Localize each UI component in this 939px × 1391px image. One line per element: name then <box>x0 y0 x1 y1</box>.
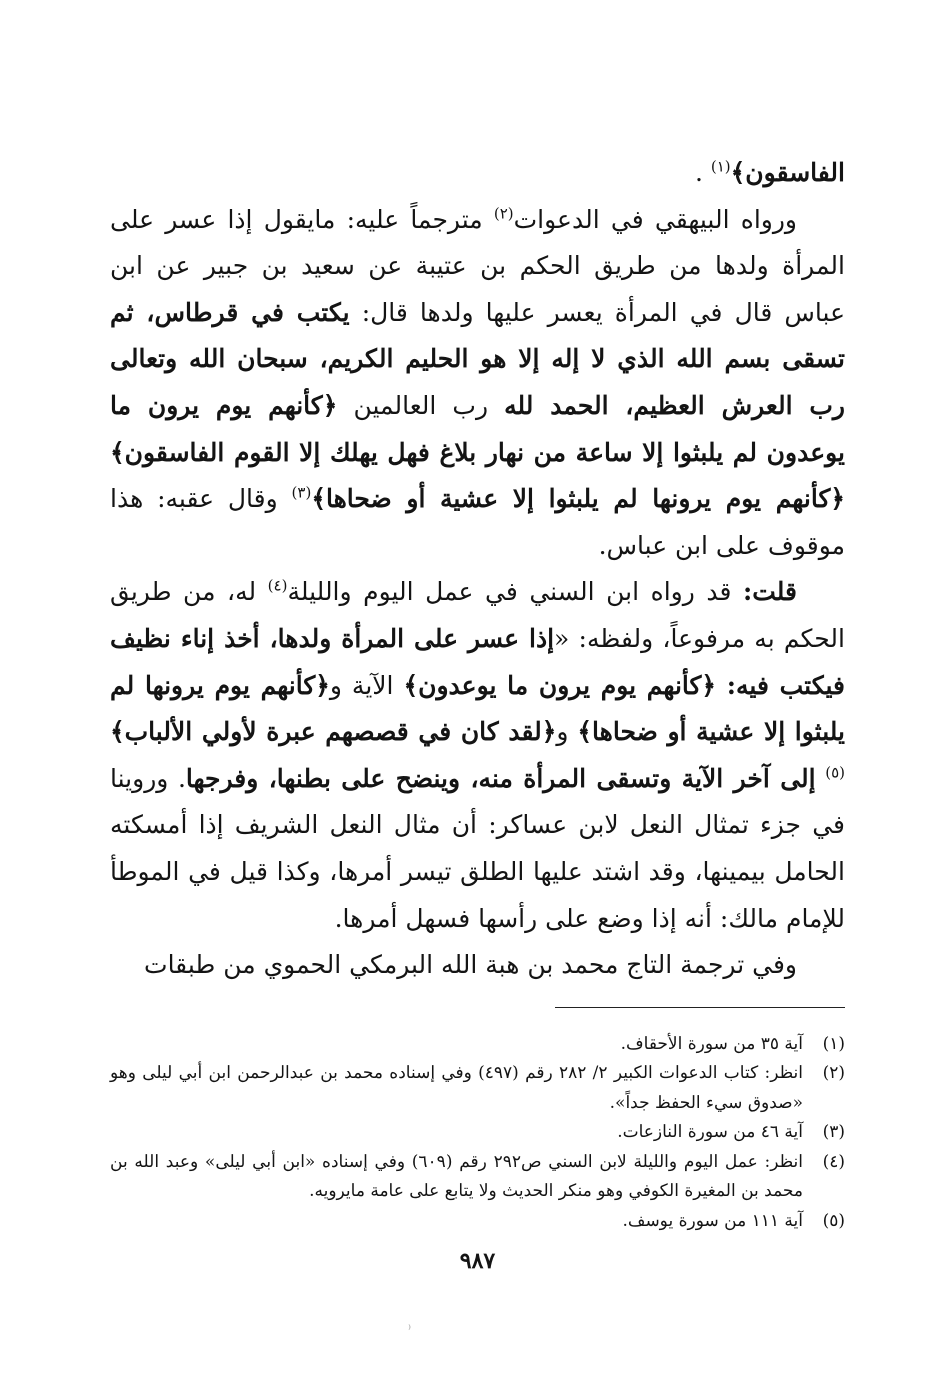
document-page <box>110 150 845 1274</box>
bold-text: قلت: <box>742 577 797 607</box>
text: وقال عقبه: هذا موقوف على ابن عباس. <box>110 484 845 560</box>
quran-verse-end: الفاسقون﴾ <box>730 158 845 187</box>
main-text <box>110 150 845 989</box>
text: . <box>694 158 711 187</box>
footnote-text: آية ١١١ من سورة يوسف. <box>622 1210 803 1231</box>
bold-text: إلى آخر الآية وتسقى المرأة منه، وينضح على بطنها، وفرجها <box>185 763 816 793</box>
footnotes <box>110 1030 845 1237</box>
footnote-text: آية ٤٦ من سورة النازعات. <box>617 1122 803 1143</box>
footnote-ref-3[interactable]: (٣) <box>291 483 312 502</box>
footnote-ref-5[interactable]: (٥) <box>825 763 845 782</box>
footnote-number: (٥) <box>822 1210 845 1231</box>
text: الآية و <box>329 670 404 700</box>
footnote-number: (٢) <box>822 1063 845 1084</box>
footnote-number: (١) <box>822 1033 845 1054</box>
footnote-number: (٣) <box>822 1122 845 1143</box>
text: رب العالمين <box>337 390 505 420</box>
footnote <box>110 1118 845 1148</box>
footnote <box>110 1059 845 1118</box>
bold-text: إذا عسر على المرأة ولدها، أخذ إناء نظيف فيكتب فيه: ﴿كأنهم يوم يرون ما يوعدون﴾ <box>110 623 845 700</box>
text: له، من طريق الحكم به مرفوعاً، ولفظه: « <box>110 577 845 653</box>
footnote-number: (٤) <box>822 1151 845 1172</box>
text: وفي ترجمة التاج محمد بن هبة الله البرمكي الحموي من طبقات <box>144 950 797 980</box>
bold-text: يكتب في قرطاس، ثم تسقى بسم الله الذي لا إله إلا هو الحليم الكريم، سبحان الله وتعالى رب العرش العظيم، الحمد لله <box>110 297 845 420</box>
text: مترجماً عليه: مايقول إذا عسر على المرأة ولدها من طريق الحكم بن عتيبة عن سعيد بن جبير عن ابن عباس قال في المرأة يعسر عليها ولدها قال: <box>110 204 845 327</box>
footnote-ref-4[interactable]: (٤) <box>267 577 288 596</box>
footnote-separator <box>555 1007 845 1008</box>
paragraph-3 <box>110 569 845 942</box>
footnote-ref-2[interactable]: (٢) <box>493 204 514 223</box>
footnote-text: انظر: عمل اليوم والليلة لابن السني ص٢٩٢ رقم (٦٠٩) وفي إسناده «ابن أبي ليلى» وعبد الله بن محمد بن المغيرة الكوفي وهو منكر الحديث ولا يتابع على عامة مايرويه. <box>110 1151 803 1202</box>
paragraph-1 <box>110 150 845 197</box>
footnote-text: آية ٣٥ من سورة الأحقاف. <box>620 1033 803 1054</box>
footnote <box>110 1207 845 1237</box>
quran-quote: ﴿لقد كان في قصصهم عبرة لأولي الألباب﴾ <box>110 717 557 747</box>
paragraph-2 <box>110 197 845 570</box>
text: ورواه البيهقي في الدعوات <box>513 204 797 234</box>
footnote-text: انظر: كتاب الدعوات الكبير ٢/ ٢٨٢ رقم (٤٩٧) وفي إسناده محمد بن عبدالرحمن ابن أبي ليلى وهو «صدوق سيء الحفظ جداً». <box>110 1063 803 1113</box>
text: قد رواه ابن السني في عمل اليوم والليلة <box>287 577 743 607</box>
page-number: ٩٨٧ <box>459 1248 496 1275</box>
footnote <box>110 1148 845 1207</box>
text: . وروينا في جزء تمثال النعل لابن عساكر: أن مثال النعل الشريف إذا أمسكته الحامل بيمينها، وقد اشتد عليها الطلق تيسر أمرها، وكذا قيل في الموطأ للإمام مالك: أنه إذا وضع على رأسها فسهل أمرها. <box>110 763 845 933</box>
text: و <box>556 717 578 747</box>
quran-quote: ﴿كأنهم يوم يرون ما يوعدون لم يلبثوا إلا ساعة من نهار بلاغ فهل يهلك إلا القوم الفاسقون﴾ ﴿كأنهم يوم يرونها لم يلبثوا إلا عشية أو ضحاها﴾ <box>110 390 845 514</box>
quran-quote: ﴿كأنهم يوم يرونها لم يلبثوا إلا عشية أو ضحاها﴾ <box>110 670 845 747</box>
scan-mark: ⁽ <box>408 1322 411 1336</box>
footnote-ref-1[interactable]: (١) <box>710 157 731 176</box>
text <box>816 764 826 793</box>
paragraph-4 <box>110 942 845 989</box>
footnote <box>110 1030 845 1060</box>
